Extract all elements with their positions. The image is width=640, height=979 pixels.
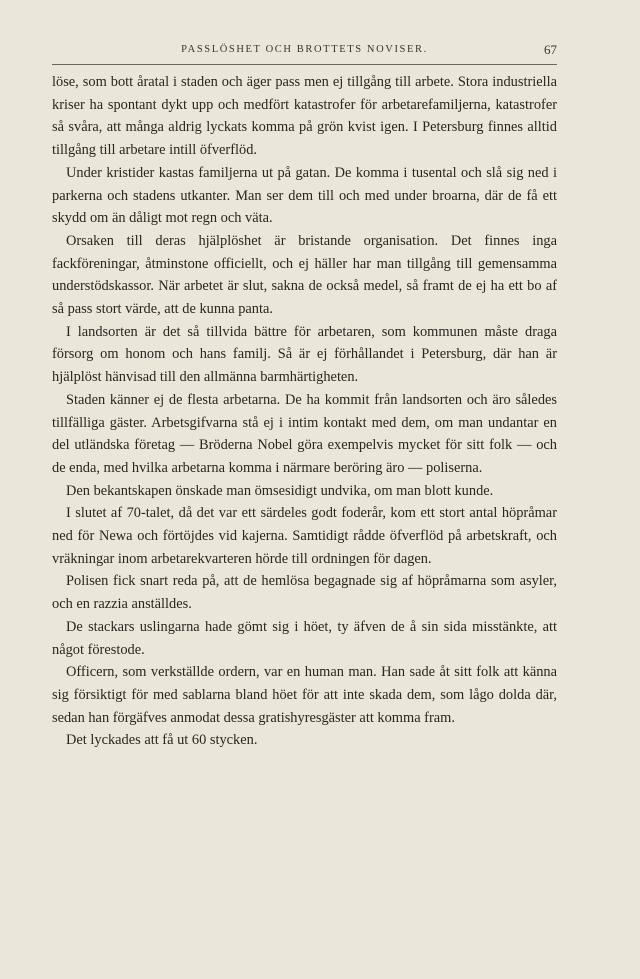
paragraph: Det lyckades att få ut 60 stycken. bbox=[66, 732, 258, 749]
paragraph: I slutet af 70-talet, då det var ett särdeles godt foderår, kom ett stort antal höpråmar ned för Newa och förtöjdes vid kajerna. Samtidigt rådde öfverflöd på arbetskraft, och vräkningar inom arbetarekvarteren hörde till ordningen för dagen. bbox=[52, 505, 557, 567]
paragraph: Under kristider kastas familjerna ut på gatan. De komma i tusental och slå sig ned i parkerna och stadens utkanter. Man ser dem till och med under broarna, där de få ett skydd om än dåligt mot regn och väta. bbox=[52, 164, 557, 227]
paragraph: Orsaken till deras hjälplöshet är bristande organisation. Det finnes inga fackföreningar, åtminstone officiellt, och ej häller har man tillgång till gemensamma understödskassor. När arbetet är slut, sakna de också medel, så framt de ej ha ett bo af så pass stort värde, att de kunna panta. bbox=[52, 232, 557, 318]
running-head: PASSLÖSHET OCH BROTTETS NOVISER. bbox=[181, 44, 428, 55]
paragraph: De stackars uslingarna hade gömt sig i höet, ty äfven de å sin sida misstänkte, att något förestode. bbox=[52, 618, 557, 658]
page-header bbox=[52, 40, 557, 65]
body-text bbox=[52, 71, 557, 752]
paragraph: Den bekantskapen önskade man ömsesidigt undvika, om man blott kunde. bbox=[66, 482, 494, 499]
page-number: 67 bbox=[544, 42, 557, 57]
paragraph: löse, som bott åratal i staden och äger pass men ej tillgång till arbete. Stora industriella kriser ha spontant dykt upp och medfört katastrofer för arbetarefamiljerna, katastrofer så svåra, att många aldrig lyckats komma på grön kvist igen. I Petersburg finnes alltid tillgång till arbetare intill öfverflöd. bbox=[52, 74, 557, 159]
paragraph: Staden känner ej de flesta arbetarna. De ha kommit från landsorten och äro således tillfälliga gäster. Arbetsgifvarna stå ej i intim kontakt med dem, om man undantar en del utländska företag — Bröderna Nobel göra exempelvis mycket för sitt folk — och de enda, med hvilka arbetarna komma i närmare beröring äro — poliserna. bbox=[52, 391, 557, 476]
paragraph: Polisen fick snart reda på, att de hemlösa begagnade sig af höpråmarna som asyler, och en razzia anställdes. bbox=[52, 573, 557, 613]
paragraph: Officern, som verkställde ordern, var en human man. Han sade åt sitt folk att känna sig försiktigt för med sablarna bland höet för att inte skada dem, som lågo dolda där, sedan han förgäfves anmodat dessa gratishyresgäster att komma fram. bbox=[52, 664, 557, 726]
paragraph: I landsorten är det så tillvida bättre för arbetaren, som kommunen måste draga försorg om honom och hans familj. Så är ej förhållandet i Petersburg, där han är hjälplöst hänvisad till den allmänna barmhärtigheten. bbox=[52, 323, 557, 386]
